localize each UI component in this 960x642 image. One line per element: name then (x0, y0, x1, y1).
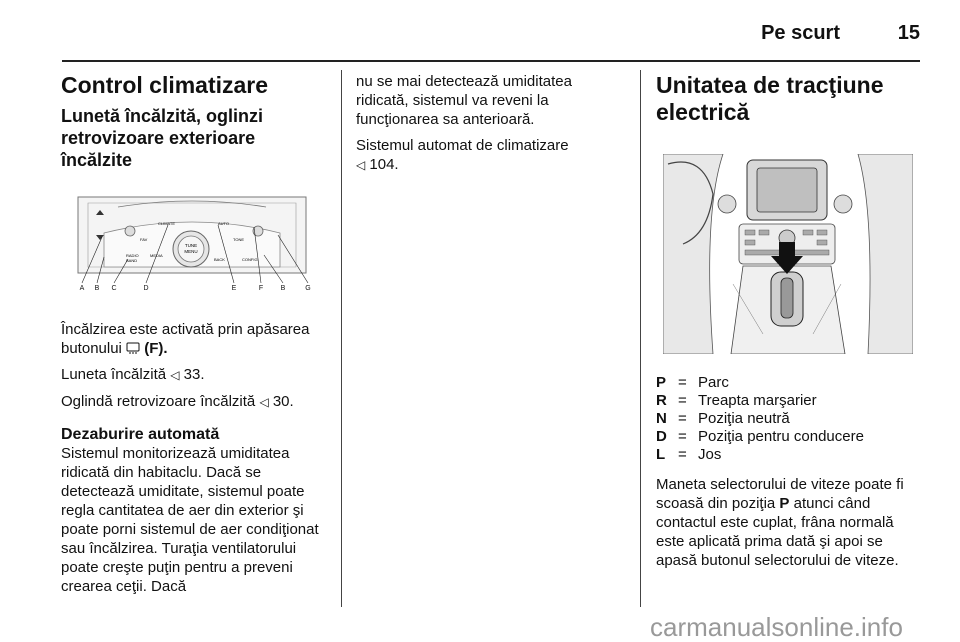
fig-label-back: BACK (214, 257, 225, 262)
shift-text-p: P (779, 495, 790, 512)
p1-text: Încălzirea este activată prin apăsarea butonului (61, 321, 310, 357)
column-1 (61, 72, 331, 171)
fig-callout-e: E (231, 285, 237, 292)
column-divider-2 (640, 70, 641, 607)
p-auto-climate-ref[interactable]: 104. (369, 156, 399, 173)
gear-label: Parc (698, 374, 729, 391)
shift-text-c: atunci când contactul este cuplat, frâna normală este aplicată prima dată şi apoi se apasă butonul selectorului de viteze. (656, 495, 899, 569)
p2-text: Luneta încălzită (61, 366, 167, 383)
fig-callout-f: F (258, 285, 264, 292)
fig-callout-d: D (143, 285, 149, 292)
page-header (62, 14, 920, 62)
p3-ref[interactable]: 30. (272, 393, 294, 410)
gear-label: Jos (698, 446, 722, 463)
page-ref-icon: ◁ (259, 395, 269, 409)
column-3 (656, 72, 926, 126)
gear-position-list (656, 374, 926, 464)
subsection-heading: Lunetă încălzită, oglinzi retrovizoare exterioare încălzite (61, 106, 264, 170)
fig-label-media: MEDIA (150, 253, 163, 258)
gear-key: R (656, 392, 667, 409)
paragraph-heated-mirror (61, 392, 331, 412)
page-number: 15 (897, 22, 920, 44)
p2-ref[interactable]: 33. (183, 366, 205, 383)
p3-text: Oglindă retrovizoare încălzită (61, 393, 256, 410)
fig-label-tune: TUNE (184, 243, 198, 248)
fig-label-fav: FAV (140, 237, 148, 242)
fig-label-band: BAND (126, 258, 138, 263)
column-2 (356, 72, 626, 175)
heated-mirror-icon (126, 342, 140, 354)
paragraph-rear-window (61, 365, 331, 385)
section-heading: Control climatizare (61, 72, 269, 98)
page-ref-icon: ◁ (170, 368, 180, 382)
fig-label-auto: AUTO (218, 221, 230, 226)
section-heading-electric-drive: Unitatea de tracţiune electrică (656, 72, 884, 125)
gear-key: P (656, 374, 667, 391)
gear-row-n (656, 410, 926, 428)
page-ref-icon: ◁ (356, 158, 366, 172)
paragraph-heated-activation (61, 320, 331, 358)
fig-label-config: CONFIG (242, 257, 258, 262)
column-divider-1 (341, 70, 342, 607)
gear-eq: = (678, 428, 687, 445)
paragraph-shift-lever (656, 475, 926, 570)
fig-callout-g: G (305, 285, 311, 292)
paragraph-continued: nu se mai detectează umiditatea ridicată, sistemul va reveni la funcţionarea sa anterioară. (356, 73, 572, 128)
fig-label-menu: MENU (184, 249, 198, 254)
column-1-body (61, 320, 331, 596)
gear-label: Treapta marşarier (698, 392, 817, 409)
fig-callout-b: B (94, 285, 100, 292)
fig-label-tone: TONE (233, 237, 245, 242)
fig-label-climate: CLIMATE (158, 221, 176, 226)
header-rule (62, 60, 920, 62)
gear-eq: = (678, 410, 687, 427)
gear-key: L (656, 446, 666, 463)
gear-eq: = (678, 374, 687, 391)
gear-row-d (656, 428, 926, 446)
gear-label: Poziţia neutră (698, 410, 790, 427)
watermark: carmanualsonline.info (650, 612, 903, 642)
gear-key: N (656, 410, 667, 427)
shift-text-a: Maneta selectorului de viteze poate fi scoasă din poziţia (656, 476, 904, 512)
paragraph-auto-climate (356, 136, 626, 175)
gear-eq: = (678, 446, 687, 463)
gear-row-l (656, 446, 926, 464)
center-console-figure (663, 154, 913, 354)
climate-panel-figure (68, 193, 316, 293)
gear-row-r (656, 392, 926, 410)
gear-eq: = (678, 392, 687, 409)
gear-key: D (656, 428, 667, 445)
fig-callout-c: C (111, 285, 117, 292)
p1-key: (F). (144, 340, 168, 357)
fig-label-radio: RADIO (126, 253, 139, 258)
gear-row-p (656, 374, 926, 392)
subsection-heading-defog: Dezaburire automată (61, 426, 220, 443)
section-title: Pe scurt (761, 22, 840, 44)
fig-callout-b2: B (280, 285, 286, 292)
p-auto-climate-text: Sistemul automat de climatizare (356, 137, 569, 154)
gear-label: Poziţia pentru conducere (698, 428, 864, 445)
paragraph-defog: Sistemul monitorizează umiditatea ridicată din habitaclu. Dacă se detectează umiditate, sistemul poate regla cantitatea de aer din exterior şi poate porni sistemul de aer condiţionat sau încălzirea. Turaţia ventilatorului poate creşte puţin pentru a preveni crearea ceţii. Dacă (61, 445, 319, 595)
fig-callout-a: A (79, 285, 85, 292)
